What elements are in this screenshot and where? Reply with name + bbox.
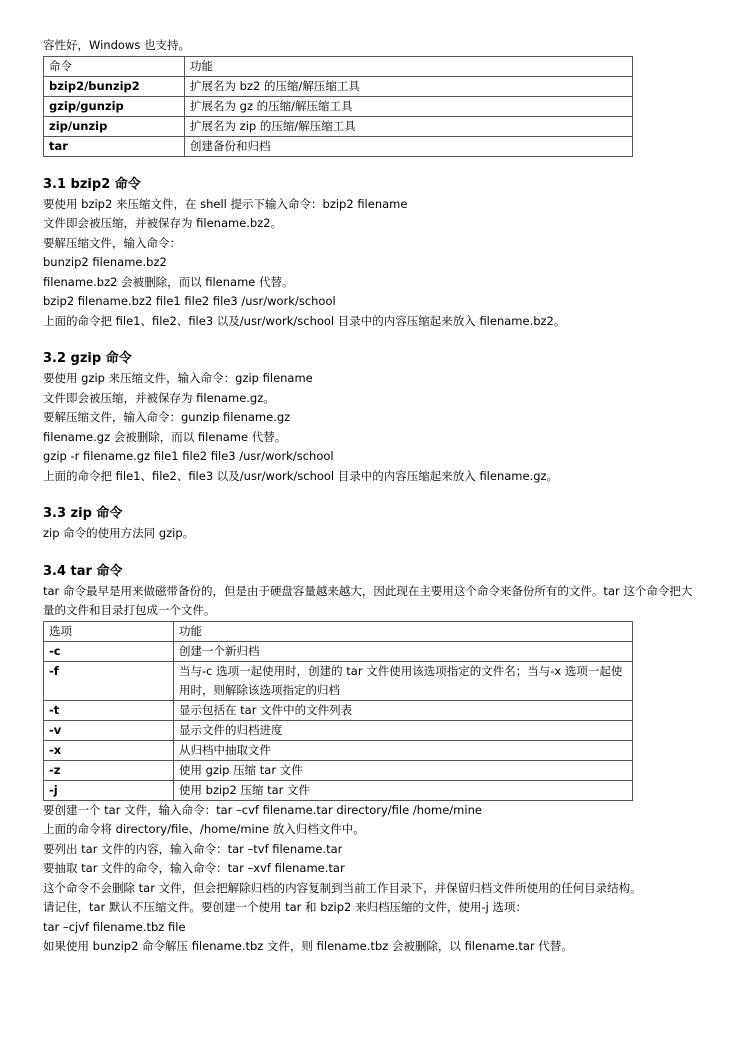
tar-options-table [43,621,633,801]
table-cell-option: -x [44,740,174,760]
table-row [44,700,633,720]
table-row [44,76,633,96]
paragraph-line: 上面的命令将 directory/file、/home/mine 放入归档文件中。 [43,822,365,836]
paragraph-line: filename.gz 会被删除，而以 filename 代替。 [43,429,287,444]
table-cell-command: tar [44,136,185,156]
code-line: bzip2 filename.bz2 file1 file2 file3 /usr/work/school [43,294,336,308]
table-cell-option: -v [44,720,174,740]
paragraph-line: 要使用 gzip 来压缩文件，输入命令：gzip filename [43,371,313,385]
table-row [44,760,633,780]
table-cell-option: -t [44,700,174,720]
table-cell-option: -c [44,641,174,661]
paragraph-line: filename.bz2 会被删除，而以 filename 代替。 [43,274,294,289]
table-cell-function: 创建备份和归档 [185,136,633,156]
table-cell-function: 创建一个新归档 [174,641,633,661]
paragraph-line: 如果使用 bunzip2 命令解压 filename.tbz 文件，则 filename.tbz 会被删除，以 filename.tar 代替。 [43,939,573,953]
table-cell-command: bzip2/bunzip2 [44,76,185,96]
paragraph-line: 要使用 bzip2 来压缩文件，在 shell 提示下输入命令：bzip2 filename [43,196,408,211]
paragraph-line: 上面的命令把 file1、file2、file3 以及/usr/work/school 目录中的内容压缩起来放入 filename.bz2。 [43,313,566,328]
table-cell-function: 扩展名为 gz 的压缩/解压缩工具 [185,96,633,116]
table-cell-function: 显示文件的归档进度 [174,720,633,740]
commands-table [43,56,633,157]
table-row [44,740,633,760]
code-line: bunzip2 filename.bz2 [43,255,167,269]
code-line: gzip -r filename.gz file1 file2 file3 /usr/work/school [43,449,334,463]
paragraph-line: 要解压缩文件，输入命令：gunzip filename.gz [43,410,291,424]
table-row [44,136,633,156]
paragraph-line: 要创建一个 tar 文件，输入命令：tar –cvf filename.tar directory/file /home/mine [43,802,482,817]
paragraph-line: zip 命令的使用方法同 gzip。 [43,526,195,540]
table-header-cell: 功能 [185,56,633,76]
table-row [44,661,633,700]
table-header-cell: 功能 [174,621,633,641]
paragraph-line: 文件即会被压缩，并被保存为 filename.gz。 [43,390,275,405]
document-page [43,36,693,957]
table-header-cell: 命令 [44,56,185,76]
paragraph-line: 要抽取 tar 文件的命令，输入命令：tar –xvf filename.tar [43,861,345,875]
table-cell-function: 当与-c 选项一起使用时，创建的 tar 文件使用该选项指定的文件名；当与-x 选项一起使用时，则解除该选项指定的归档 [174,661,633,700]
table-cell-option: -z [44,760,174,780]
table-cell-option: -f [44,661,174,700]
table-cell-function: 显示包括在 tar 文件中的文件列表 [174,700,633,720]
table-cell-function: 使用 bzip2 压缩 tar 文件 [174,780,633,800]
table-header-row [44,621,633,641]
table-row [44,116,633,136]
paragraph-line: 要列出 tar 文件的内容，输入命令：tar –tvf filename.tar [43,841,343,856]
paragraph-line: 要解压缩文件，输入命令： [43,235,181,250]
table-header-row [44,56,633,76]
table-cell-command: gzip/gunzip [44,96,185,116]
table-cell-command: zip/unzip [44,116,185,136]
intro-text: 容性好，Windows 也支持。 [43,38,190,52]
paragraph-line: 文件即会被压缩，并被保存为 filename.bz2。 [43,216,283,230]
section-heading-gzip: 3.2 gzip 命令 [43,351,132,366]
tar-intro-paragraph: tar 命令最早是用来做磁带备份的，但是由于硬盘容量越来越大，因此现在主要用这个命令来备份所有的文件。tar 这个命令把大量的文件和目录打包成一个文件。 [43,583,693,617]
table-row [44,641,633,661]
section-heading-zip: 3.3 zip 命令 [43,506,123,521]
table-row [44,720,633,740]
table-cell-function: 扩展名为 zip 的压缩/解压缩工具 [185,116,633,136]
section-heading-tar: 3.4 tar 命令 [43,563,123,579]
table-cell-function: 使用 gzip 压缩 tar 文件 [174,760,633,780]
paragraph-line: 请记住，tar 默认不压缩文件。要创建一个使用 tar 和 bzip2 来归档压缩的文件，使用-j 选项： [43,900,527,914]
table-cell-function: 从归档中抽取文件 [174,740,633,760]
table-row [44,96,633,116]
code-line: tar –cjvf filename.tbz file [43,919,186,934]
paragraph-line: 这个命令不会删除 tar 文件，但会把解除归档的内容复制到当前工作目录下，并保留归档文件所使用的任何目录结构。 [43,880,642,895]
section-heading-bzip2: 3.1 bzip2 命令 [43,176,141,192]
paragraph-line: 上面的命令把 file1、file2、file3 以及/usr/work/school 目录中的内容压缩起来放入 filename.gz。 [43,468,559,483]
table-cell-option: -j [44,780,174,800]
table-header-cell: 选项 [44,621,174,641]
table-row [44,780,633,800]
table-cell-function: 扩展名为 bz2 的压缩/解压缩工具 [185,76,633,96]
